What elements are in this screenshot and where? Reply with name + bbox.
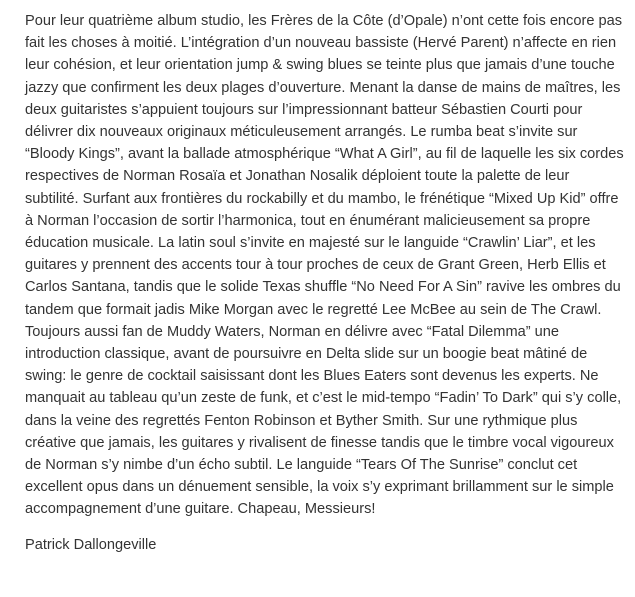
- review-paragraph: Pour leur quatrième album studio, les Frères de la Côte (d’Opale) n’ont cette fois encore pas fait les choses à moitié. L’intégration d’un nouveau bassiste (Hervé Parent) n’affecte en rien leur cohésion, et leur orientation jump & swing blues se teinte plus que jamais d’une touche jazzy que confirment les deux plages d’ouverture. Menant la danse de mains de maîtres, les deux guitaristes s’appuient toujours sur l’impressionnant batteur Sébastien Courti pour délivrer dix nouveaux originaux méticuleusement arrangés. Le rumba beat s’invite sur “Bloody Kings”, avant la ballade atmosphérique “What A Girl”, au fil de laquelle les six cordes respectives de Norman Rosaïa et Jonathan Nosalik déploient toute la palette de leur subtilité. Surfant aux frontières du rockabilly et du mambo, le frénétique “Mixed Up Kid” offre à Norman l’occasion de sortir l’harmonica, tout en énumérant malicieusement sa propre éducation musicale. La latin soul s’invite en majesté sur le languide “Crawlin’ Liar”, et les guitares y prennent des accents tour à tour proches de ceux de Grant Green, Herb Ellis et Carlos Santana, tandis que le solide Texas shuffle “No Need For A Sin” ravive les ombres du tandem que formait jadis Mike Morgan avec le regretté Lee McBee au sein de The Crawl. Toujours aussi fan de Muddy Waters, Norman en délivre avec “Fatal Dilemma” une introduction classique, avant de poursuivre en Delta slide sur un boogie beat mâtiné de swing: le genre de cocktail saisissant dont les Blues Eaters sont devenus les experts. Ne manquait au tableau qu’un zeste de funk, et c’est le mid-tempo “Fadin’ To Dark” qui s’y colle, dans la veine des regrettés Fenton Robinson et Byther Smith. Sur une rythmique plus créative que jamais, les guitares y rivalisent de finesse tandis que le timbre vocal vigoureux de Norman s’y nimbe d’un écho subtil. Le languide “Tears Of The Sunrise” conclut cet excellent opus dans un dénuement sensible, la voix s’y exprimant brillamment sur le simple accompagnement d’une guitare. Chapeau, Messieurs!: [25, 13, 624, 518]
- review-article: [25, 10, 625, 556]
- review-author: Patrick Dallongeville: [25, 536, 157, 553]
